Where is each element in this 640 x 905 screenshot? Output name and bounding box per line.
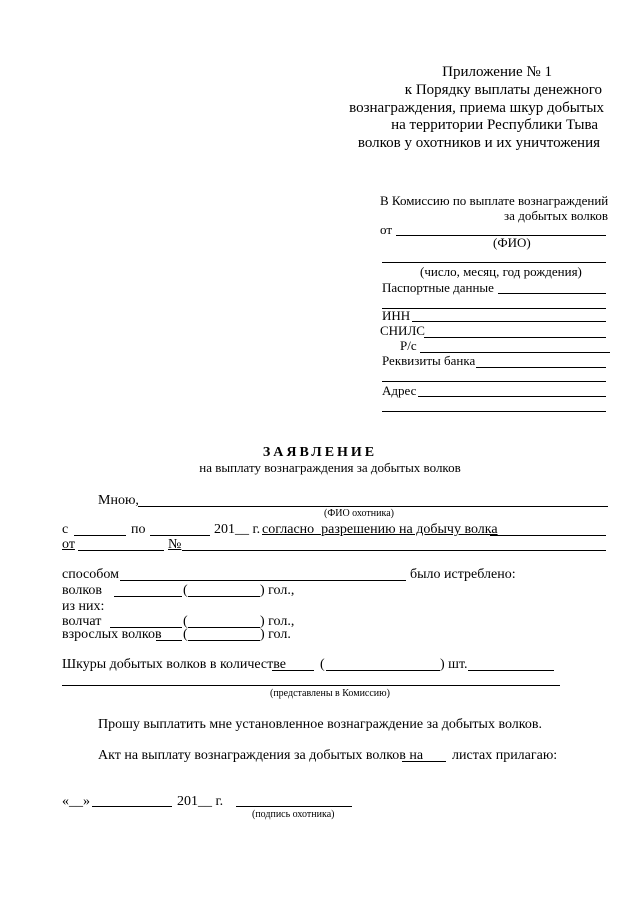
appendix-line-2: к Порядку выплаты денежного: [404, 82, 602, 98]
submitted-line[interactable]: [62, 685, 560, 686]
period-from-line[interactable]: [74, 535, 126, 536]
signature-line[interactable]: [236, 806, 352, 807]
permit-line[interactable]: [490, 535, 606, 536]
address-label: Адрес: [382, 383, 417, 398]
request-text: Прошу выплатить мне установленное вознаграждение за добытых волков.: [98, 717, 542, 732]
wolves-label: волков: [62, 583, 103, 598]
addressee-line-2: за добытых волков: [504, 208, 608, 223]
period-from-label: с: [62, 522, 69, 537]
dob-field-line[interactable]: [382, 262, 606, 263]
act-suffix: листах прилагаю:: [452, 748, 558, 763]
signature-caption: (подпись охотника): [252, 809, 335, 820]
account-label: Р/с: [400, 338, 417, 353]
date-year: 201__ г.: [177, 794, 224, 809]
inn-label: ИНН: [382, 308, 411, 323]
snils-label: СНИЛС: [380, 323, 425, 338]
skins-words-line[interactable]: [326, 670, 440, 671]
permit-text: согласно разрешению на добычу волка: [262, 522, 498, 537]
cubs-label: волчат: [62, 614, 102, 629]
cubs-words-line[interactable]: [188, 627, 260, 628]
submitted-caption: (представлены в Комиссию): [270, 688, 390, 699]
permit-no-line[interactable]: [182, 550, 606, 551]
adults-count-line[interactable]: [156, 640, 182, 641]
permit-no-label: №: [168, 537, 182, 552]
method-label: способом: [62, 567, 119, 582]
address-field-line-2[interactable]: [382, 411, 606, 412]
period-to-line[interactable]: [150, 535, 210, 536]
appendix-line-5: волков у охотников и их уничтожения: [357, 135, 600, 151]
wolves-open-paren: (: [183, 583, 188, 598]
date-quote: «__»: [62, 794, 90, 809]
of-them-label: из них:: [62, 599, 105, 614]
adults-label: взрослых волков: [62, 627, 162, 642]
statement-subtitle: на выплату вознаграждения за добытых волков: [199, 460, 461, 475]
passport-label: Паспортные данные: [382, 280, 494, 295]
permit-from-line[interactable]: [78, 550, 164, 551]
destroyed-label: было истреблено:: [410, 567, 516, 582]
wolves-words-line[interactable]: [188, 596, 260, 597]
inn-field-line[interactable]: [412, 321, 606, 322]
appendix-line-3: вознаграждения, приема шкур добытых: [349, 100, 604, 116]
statement-title: ЗАЯВЛЕНИЕ: [262, 445, 378, 460]
hunter-fio-caption: (ФИО охотника): [324, 508, 394, 519]
hunter-fio-line[interactable]: [138, 506, 608, 507]
act-prefix: Акт на выплату вознаграждения за добытых волков на: [98, 748, 424, 763]
adults-heads: ) гол.: [260, 627, 291, 642]
by-me-label: Мною,: [98, 493, 139, 508]
address-field-line[interactable]: [418, 396, 606, 397]
adults-words-line[interactable]: [188, 640, 260, 641]
act-sheets-line[interactable]: [402, 761, 446, 762]
method-line[interactable]: [120, 580, 406, 581]
appendix-line-1: Приложение № 1: [442, 64, 552, 80]
dob-caption: (число, месяц, год рождения): [420, 264, 582, 279]
addressee-line-1: В Комиссию по выплате вознаграждений: [380, 193, 609, 208]
cubs-heads: ) гол.,: [260, 614, 295, 629]
wolves-count-line[interactable]: [114, 596, 182, 597]
snils-field-line[interactable]: [424, 337, 606, 338]
appendix-line-4: на территории Республики Тыва: [391, 117, 598, 133]
cubs-open-paren: (: [183, 614, 188, 629]
skins-extra-line[interactable]: [468, 670, 554, 671]
date-month-line[interactable]: [92, 806, 172, 807]
bank-field-line[interactable]: [476, 367, 606, 368]
bank-field-line-2[interactable]: [382, 381, 606, 382]
bank-label: Реквизиты банка: [382, 353, 476, 368]
skins-label: Шкуры добытых волков в количестве: [62, 657, 286, 672]
adults-open-paren: (: [183, 627, 188, 642]
fio-caption: (ФИО): [493, 235, 531, 250]
skins-count-line[interactable]: [272, 670, 314, 671]
permit-from-label: от: [62, 537, 75, 552]
year-label: 201__ г.: [214, 522, 261, 537]
period-to-label: по: [131, 522, 146, 537]
addressee-from-label: от: [380, 222, 393, 237]
passport-field-line[interactable]: [498, 293, 606, 294]
passport-field-line-2[interactable]: [382, 308, 606, 309]
skins-open-paren: (: [320, 657, 325, 672]
wolves-heads: ) гол.,: [260, 583, 295, 598]
skins-pcs: ) шт.: [440, 657, 468, 672]
